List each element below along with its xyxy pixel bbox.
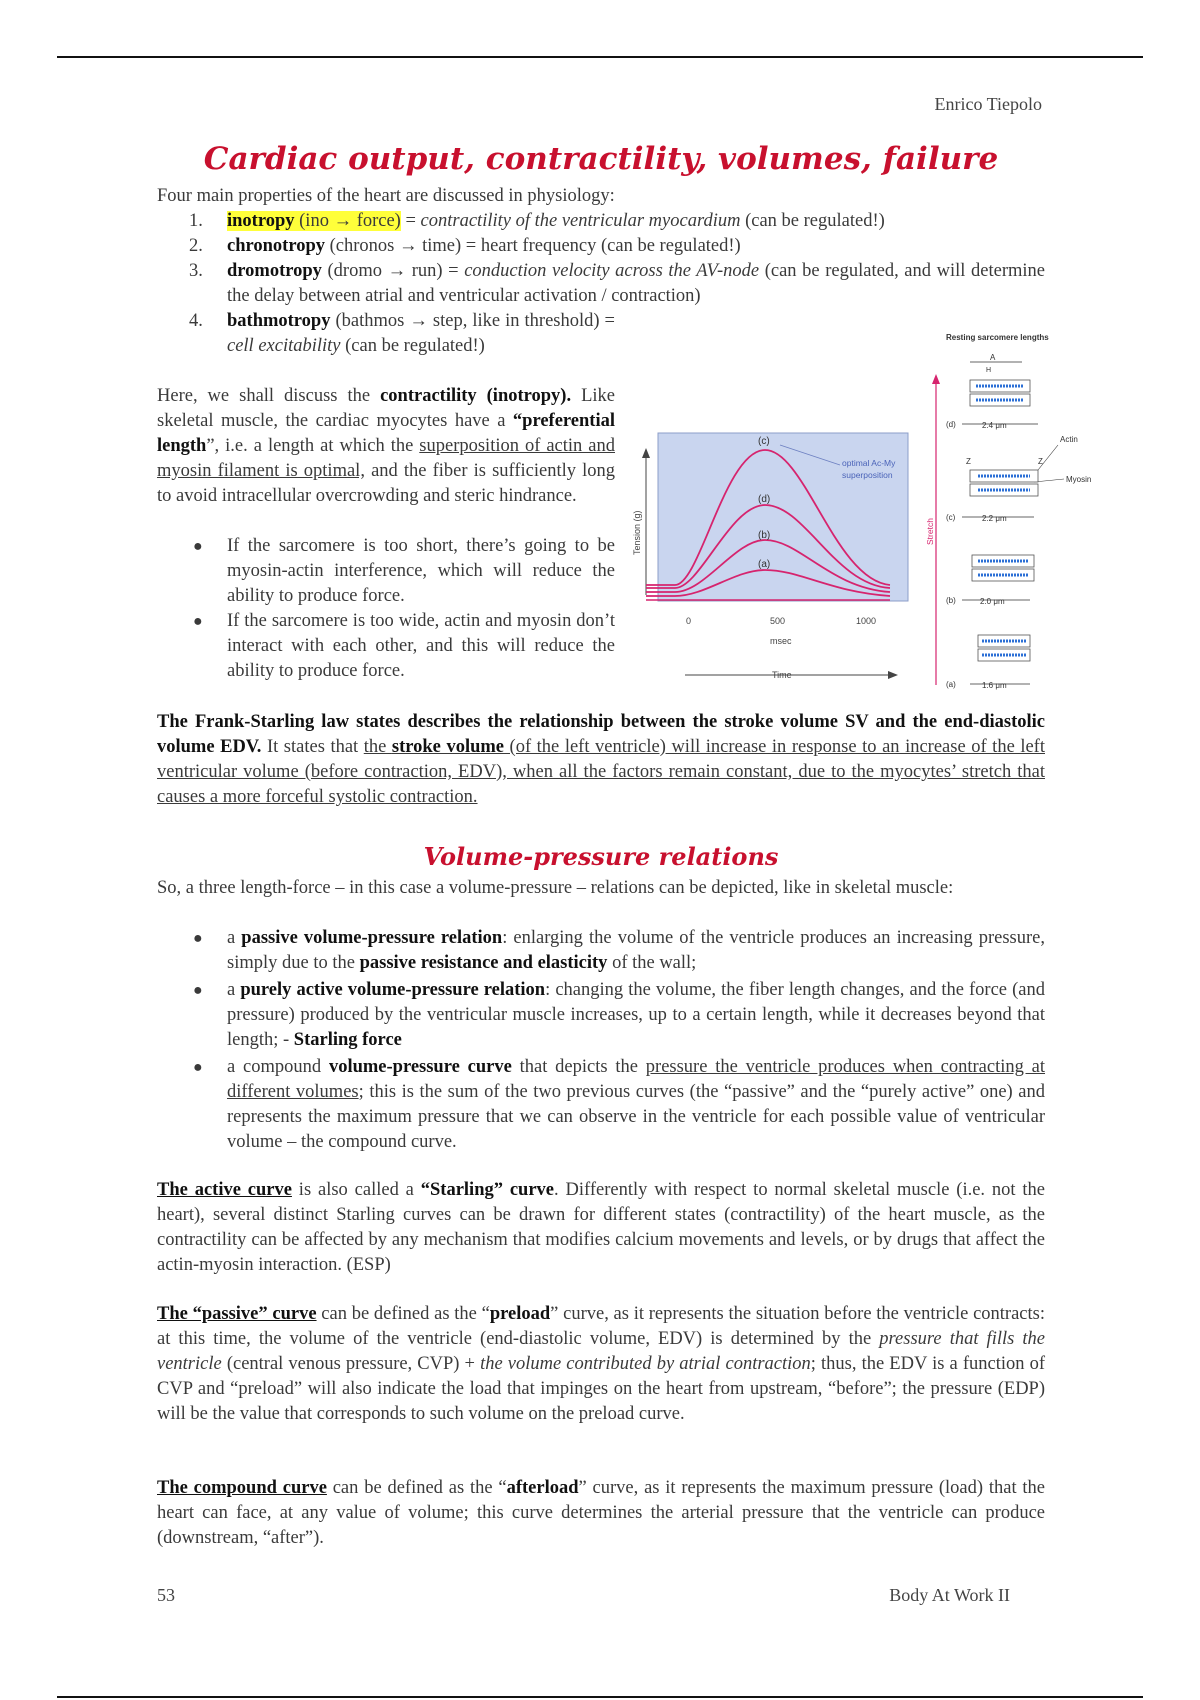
header-author: Enrico Tiepolo xyxy=(934,94,1042,114)
vp-intro: So, a three length-force – in this case a volume-pressure – relations can be depicted, like in skeletal muscle: xyxy=(157,878,954,898)
stretch-arrow-icon xyxy=(932,374,940,384)
page-title: Cardiac output, contractility, volumes, failure xyxy=(203,141,999,177)
contractility-paragraph: Here, we shall discuss the contractility (inotropy). Like skeletal muscle, the cardiac myocytes have a “preferential length”, i.e. a length at which the superposition of actin and myosin filament is optimal, and the fiber is sufficiently long to avoid intracellular overcrowding and steric hindrance. xyxy=(157,386,616,506)
frank-starling-paragraph: The Frank-Starling law states describes the relationship between the stroke volume SV and the end-diastolic volume EDV. It states that the stroke volume (of the left ventricle) will increase in response to an increase of the left ventricular volume (before contraction, EDV), when all the factors remain constant, due to the myocytes’ stretch that causes a more forceful systolic contraction. xyxy=(157,712,1045,807)
sarc-row-d-label: (d) xyxy=(946,420,956,429)
sarc-row-b-len: 2.0 μm xyxy=(980,597,1005,606)
actin-label: Actin xyxy=(1060,435,1078,444)
intro-text: Four main properties of the heart are discussed in physiology: xyxy=(157,186,615,206)
curve-label-b: (b) xyxy=(758,530,771,541)
myosin-label: Myosin xyxy=(1066,475,1092,484)
y-axis-arrow-icon xyxy=(642,448,650,458)
active-curve-paragraph: The active curve is also called a “Starling” curve. Differently with respect to normal skeletal muscle (i.e. not the heart), several distinct Starling curves can be drawn for different states (contractility) of the heart muscle, as the contractility can be affected by any mechanism that modifies calcium movements and levels, or by drugs that affect the actin-myosin interaction. (ESP) xyxy=(157,1180,1046,1275)
sarcomere-bullets xyxy=(157,534,615,684)
sarc-row-c-label: (c) xyxy=(946,513,956,522)
sarc-row-a-label: (a) xyxy=(946,680,956,689)
x-tick-500: 500 xyxy=(770,616,786,626)
vp-bullets xyxy=(157,926,1045,1155)
section-title-volume-pressure: Volume-pressure relations xyxy=(423,842,779,871)
a-band-label: A xyxy=(990,353,996,362)
annotation-text-1: optimal Ac-My xyxy=(842,458,896,468)
sarc-row-c-len: 2.2 μm xyxy=(982,514,1007,523)
x-tick-1000: 1000 xyxy=(856,616,877,626)
list-item: ● a compound volume-pressure curve that depicts the pressure the ventricle produces when contracting at different volumes; this is the sum of the two previous curves (the “passive” and the “purely active” one) and represents the maximum pressure that we can observe in the ventricle for each possible value of ventricular volume – the compound curve. xyxy=(193,1057,1046,1152)
compound-curve-paragraph: The compound curve can be defined as the “afterload” curve, as it represents the maximum pressure (load) that the heart can face, at any value of volume; this curve determines the arterial pressure that the ventricle can produce (downstream, “after”). xyxy=(157,1478,1045,1548)
property-inotropy: 1. inotropy (ino → force) = contractility of the ventricular myocardium (can be regulated!) xyxy=(189,211,885,231)
y-axis-label: Tension (g) xyxy=(632,510,642,555)
list-item: ● a passive volume-pressure relation: enlarging the volume of the ventricle produces an increasing pressure, simply due to the passive resistance and elasticity of the wall; xyxy=(193,928,1045,973)
passive-curve-paragraph: The “passive” curve can be defined as the “preload” curve, as it represents the situation before the ventricle contracts: at this time, the volume of the ventricle (end-diastolic volume, EDV) is determined by the pressure that fills the ventricle (central venous pressure, CVP) + the volume contributed by atrial contraction; thus, the EDV is a function of CVP and “preload” will also indicate the load that impinges on the heart from upstream, “before”; the pressure (EDP) will be the value that corresponds to such volume on the preload curve. xyxy=(157,1304,1045,1424)
time-arrow-icon xyxy=(888,671,898,679)
page-number: 53 xyxy=(157,1585,175,1605)
list-item: ● If the sarcomere is too wide, actin and myosin don’t interact with each other, and this will reduce the ability to produce force. xyxy=(193,611,615,681)
sarc-row-d-len: 2.4 μm xyxy=(982,421,1007,430)
curve-label-c: (c) xyxy=(758,436,770,447)
tension-figure xyxy=(630,330,1110,690)
h-zone-label: H xyxy=(986,367,992,374)
annotation-text-2: superposition xyxy=(842,470,893,480)
top-rule xyxy=(57,56,1143,58)
z-left-label: Z xyxy=(966,457,971,466)
footer-book-title: Body At Work II xyxy=(889,1585,1010,1605)
stretch-label: Stretch xyxy=(925,518,935,545)
list-item: ● a purely active volume-pressure relation: changing the volume, the fiber length changes, and the force (and pressure) produced by the ventricular muscle increases, up to a certain length, while it decreases beyond that length; - Starling force xyxy=(193,980,1045,1050)
property-dromotropy: 3. dromotropy (dromo → run) = conduction velocity across the AV-node (can be regulated, and will determine the delay between atrial and ventricular activation / contraction) xyxy=(189,261,1046,306)
x-tick-0: 0 xyxy=(686,616,692,626)
sarc-row-b-label: (b) xyxy=(946,596,956,605)
z-right-label: Z xyxy=(1038,457,1043,466)
properties-list xyxy=(157,209,1045,309)
sarcomere-title: Resting sarcomere lengths xyxy=(946,333,1049,342)
bottom-rule xyxy=(57,1696,1143,1698)
curve-label-a: (a) xyxy=(758,559,771,570)
x-axis-label: msec xyxy=(770,636,792,646)
curve-label-d: (d) xyxy=(758,494,771,505)
property-chronotropy: 2. chronotropy (chronos → time) = heart frequency (can be regulated!) xyxy=(189,236,741,256)
myosin-pointer xyxy=(1034,479,1064,482)
property-bathmotropy: 4. bathmotropy (bathmos → step, like in threshold) = cell excitability (can be regulated!) xyxy=(189,311,615,356)
list-item: ● If the sarcomere is too short, there’s going to be myosin-actin interference, which will reduce the ability to produce force. xyxy=(193,536,615,606)
time-label: Time xyxy=(772,670,792,680)
sarc-row-a-len: 1.6 μm xyxy=(982,681,1007,690)
